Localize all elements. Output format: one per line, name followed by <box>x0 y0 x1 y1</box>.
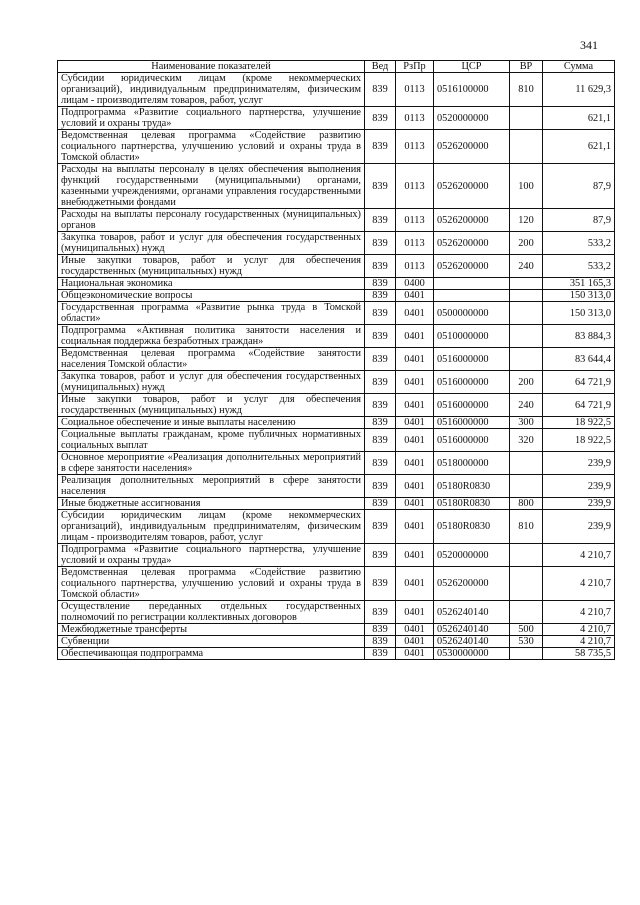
cell-vr <box>510 278 543 290</box>
cell-rzpr: 0113 <box>396 164 434 209</box>
table-row <box>58 209 615 232</box>
cell-sum: 4 210,7 <box>543 601 615 624</box>
cell-vr <box>510 302 543 325</box>
cell-csr: 0526200000 <box>434 255 510 278</box>
cell-ved: 839 <box>365 601 396 624</box>
cell-ved: 839 <box>365 325 396 348</box>
cell-name: Закупка товаров, работ и услуг для обеспечения государственных (муниципальных) нужд <box>58 371 365 394</box>
cell-ved: 839 <box>365 371 396 394</box>
cell-name: Реализация дополнительных мероприятий в сфере занятости населения <box>58 475 365 498</box>
cell-csr: 0500000000 <box>434 302 510 325</box>
cell-ved: 839 <box>365 232 396 255</box>
cell-sum: 58 735,5 <box>543 648 615 660</box>
cell-csr <box>434 278 510 290</box>
cell-csr: 0526200000 <box>434 232 510 255</box>
cell-vr: 200 <box>510 232 543 255</box>
cell-sum: 621,1 <box>543 107 615 130</box>
cell-name: Социальные выплаты гражданам, кроме публичных нормативных социальных выплат <box>58 429 365 452</box>
cell-csr: 0516100000 <box>434 73 510 107</box>
cell-rzpr: 0401 <box>396 510 434 544</box>
cell-rzpr: 0400 <box>396 278 434 290</box>
cell-csr: 0520000000 <box>434 107 510 130</box>
cell-ved: 839 <box>365 510 396 544</box>
cell-ved: 839 <box>365 624 396 636</box>
table-row <box>58 290 615 302</box>
cell-csr: 0510000000 <box>434 325 510 348</box>
cell-vr: 530 <box>510 636 543 648</box>
cell-name: Общеэкономические вопросы <box>58 290 365 302</box>
cell-ved: 839 <box>365 107 396 130</box>
cell-rzpr: 0113 <box>396 107 434 130</box>
cell-rzpr: 0401 <box>396 601 434 624</box>
cell-sum: 239,9 <box>543 510 615 544</box>
cell-sum: 11 629,3 <box>543 73 615 107</box>
cell-name: Подпрограмма «Развитие социального партнерства, улучшение условий и охраны труда» <box>58 107 365 130</box>
cell-sum: 4 210,7 <box>543 544 615 567</box>
table-row <box>58 278 615 290</box>
header-ved: Вед <box>365 61 396 73</box>
cell-name: Основное мероприятие «Реализация дополнительных мероприятий в сфере занятости населения» <box>58 452 365 475</box>
table-row <box>58 348 615 371</box>
cell-sum: 4 210,7 <box>543 636 615 648</box>
header-name: Наименование показателей <box>58 61 365 73</box>
cell-rzpr: 0401 <box>396 394 434 417</box>
cell-csr: 0518000000 <box>434 452 510 475</box>
table-row <box>58 544 615 567</box>
cell-vr: 500 <box>510 624 543 636</box>
cell-rzpr: 0401 <box>396 417 434 429</box>
cell-vr <box>510 107 543 130</box>
cell-name: Иные бюджетные ассигнования <box>58 498 365 510</box>
cell-vr <box>510 544 543 567</box>
cell-sum: 621,1 <box>543 130 615 164</box>
cell-vr <box>510 648 543 660</box>
cell-vr <box>510 452 543 475</box>
table-row <box>58 325 615 348</box>
cell-sum: 239,9 <box>543 498 615 510</box>
cell-name: Закупка товаров, работ и услуг для обеспечения государственных (муниципальных) нужд <box>58 232 365 255</box>
cell-csr: 0516000000 <box>434 429 510 452</box>
cell-name: Подпрограмма «Развитие социального партнерства, улучшение условий и охраны труда» <box>58 544 365 567</box>
cell-vr: 100 <box>510 164 543 209</box>
cell-csr: 0516000000 <box>434 394 510 417</box>
cell-rzpr: 0113 <box>396 209 434 232</box>
cell-sum: 4 210,7 <box>543 624 615 636</box>
cell-name: Национальная экономика <box>58 278 365 290</box>
cell-ved: 839 <box>365 429 396 452</box>
cell-csr: 0526200000 <box>434 567 510 601</box>
table-row <box>58 636 615 648</box>
table-row <box>58 498 615 510</box>
cell-name: Ведомственная целевая программа «Содействие развитию социального партнерства, улучшению условий и охраны труда в Томской области» <box>58 567 365 601</box>
cell-ved: 839 <box>365 394 396 417</box>
header-csr: ЦСР <box>434 61 510 73</box>
cell-name: Расходы на выплаты персоналу государственных (муниципальных) органов <box>58 209 365 232</box>
cell-rzpr: 0401 <box>396 290 434 302</box>
cell-ved: 839 <box>365 73 396 107</box>
cell-name: Ведомственная целевая программа «Содействие развитию социального партнерства, улучшению условий и охраны труда в Томской области» <box>58 130 365 164</box>
table-row <box>58 371 615 394</box>
cell-sum: 83 644,4 <box>543 348 615 371</box>
cell-sum: 351 165,3 <box>543 278 615 290</box>
cell-csr: 0526240140 <box>434 636 510 648</box>
cell-name: Субсидии юридическим лицам (кроме некоммерческих организаций), индивидуальным предпринимателям, физическим лицам - производителям товаров, работ, услуг <box>58 510 365 544</box>
cell-vr: 300 <box>510 417 543 429</box>
table-row <box>58 510 615 544</box>
cell-csr: 0526200000 <box>434 209 510 232</box>
cell-ved: 839 <box>365 302 396 325</box>
cell-ved: 839 <box>365 278 396 290</box>
cell-ved: 839 <box>365 498 396 510</box>
cell-rzpr: 0113 <box>396 255 434 278</box>
cell-sum: 87,9 <box>543 164 615 209</box>
cell-vr: 200 <box>510 371 543 394</box>
table-row <box>58 130 615 164</box>
cell-ved: 839 <box>365 348 396 371</box>
cell-name: Ведомственная целевая программа «Содействие занятости населения Томской области» <box>58 348 365 371</box>
cell-ved: 839 <box>365 636 396 648</box>
cell-ved: 839 <box>365 255 396 278</box>
cell-csr: 0520000000 <box>434 544 510 567</box>
header-rzpr: РзПр <box>396 61 434 73</box>
cell-sum: 64 721,9 <box>543 394 615 417</box>
cell-csr: 0526200000 <box>434 130 510 164</box>
cell-sum: 18 922,5 <box>543 417 615 429</box>
cell-vr <box>510 601 543 624</box>
cell-name: Субсидии юридическим лицам (кроме некоммерческих организаций), индивидуальным предпринимателям, физическим лицам - производителям товаров, работ, услуг <box>58 73 365 107</box>
cell-vr: 120 <box>510 209 543 232</box>
cell-sum: 83 884,3 <box>543 325 615 348</box>
cell-rzpr: 0113 <box>396 232 434 255</box>
table-row <box>58 452 615 475</box>
cell-sum: 239,9 <box>543 452 615 475</box>
cell-sum: 18 922,5 <box>543 429 615 452</box>
cell-vr <box>510 567 543 601</box>
cell-ved: 839 <box>365 648 396 660</box>
cell-rzpr: 0401 <box>396 648 434 660</box>
cell-rzpr: 0401 <box>396 498 434 510</box>
cell-rzpr: 0113 <box>396 73 434 107</box>
header-vr: ВР <box>510 61 543 73</box>
cell-sum: 150 313,0 <box>543 302 615 325</box>
cell-rzpr: 0401 <box>396 348 434 371</box>
cell-csr <box>434 290 510 302</box>
cell-rzpr: 0113 <box>396 130 434 164</box>
cell-ved: 839 <box>365 544 396 567</box>
cell-csr: 0526240140 <box>434 601 510 624</box>
cell-sum: 533,2 <box>543 255 615 278</box>
cell-ved: 839 <box>365 452 396 475</box>
cell-vr <box>510 475 543 498</box>
table-row <box>58 232 615 255</box>
cell-csr: 0526200000 <box>434 164 510 209</box>
cell-sum: 87,9 <box>543 209 615 232</box>
cell-csr: 05180R0830 <box>434 510 510 544</box>
cell-csr: 0516000000 <box>434 417 510 429</box>
cell-ved: 839 <box>365 475 396 498</box>
cell-vr: 240 <box>510 255 543 278</box>
cell-csr: 0530000000 <box>434 648 510 660</box>
cell-ved: 839 <box>365 164 396 209</box>
cell-name: Расходы на выплаты персоналу в целях обеспечения выполнения функций государственными (муниципальными) органами, казенными учреждениями, органами управления государственными внебюджетными фондами <box>58 164 365 209</box>
cell-csr: 0516000000 <box>434 371 510 394</box>
cell-name: Обеспечивающая подпрограмма <box>58 648 365 660</box>
table-row <box>58 394 615 417</box>
cell-rzpr: 0401 <box>396 452 434 475</box>
cell-vr <box>510 348 543 371</box>
cell-vr: 320 <box>510 429 543 452</box>
cell-rzpr: 0401 <box>396 302 434 325</box>
cell-rzpr: 0401 <box>396 636 434 648</box>
cell-sum: 64 721,9 <box>543 371 615 394</box>
cell-csr: 05180R0830 <box>434 475 510 498</box>
budget-table <box>57 60 615 660</box>
cell-rzpr: 0401 <box>396 325 434 348</box>
header-sum: Сумма <box>543 61 615 73</box>
table-row <box>58 567 615 601</box>
table-header-row <box>58 61 615 73</box>
cell-rzpr: 0401 <box>396 544 434 567</box>
cell-name: Государственная программа «Развитие рынка труда в Томской области» <box>58 302 365 325</box>
cell-ved: 839 <box>365 567 396 601</box>
cell-vr: 810 <box>510 73 543 107</box>
cell-rzpr: 0401 <box>396 429 434 452</box>
table-row <box>58 417 615 429</box>
cell-name: Субвенции <box>58 636 365 648</box>
table-row <box>58 107 615 130</box>
cell-sum: 239,9 <box>543 475 615 498</box>
cell-name: Иные закупки товаров, работ и услуг для обеспечения государственных (муниципальных) нужд <box>58 394 365 417</box>
cell-name: Социальное обеспечение и иные выплаты населению <box>58 417 365 429</box>
cell-rzpr: 0401 <box>396 371 434 394</box>
cell-sum: 533,2 <box>543 232 615 255</box>
cell-csr: 05180R0830 <box>434 498 510 510</box>
cell-vr <box>510 130 543 164</box>
cell-csr: 0526240140 <box>434 624 510 636</box>
cell-ved: 839 <box>365 417 396 429</box>
cell-sum: 4 210,7 <box>543 567 615 601</box>
cell-vr: 240 <box>510 394 543 417</box>
cell-name: Подпрограмма «Активная политика занятости населения и социальная поддержка безработных граждан» <box>58 325 365 348</box>
table-body <box>58 73 615 660</box>
table-row <box>58 429 615 452</box>
cell-ved: 839 <box>365 290 396 302</box>
table-row <box>58 624 615 636</box>
cell-sum: 150 313,0 <box>543 290 615 302</box>
cell-name: Иные закупки товаров, работ и услуг для обеспечения государственных (муниципальных) нужд <box>58 255 365 278</box>
table-row <box>58 601 615 624</box>
cell-rzpr: 0401 <box>396 475 434 498</box>
table-row <box>58 255 615 278</box>
cell-csr: 0516000000 <box>434 348 510 371</box>
cell-vr: 810 <box>510 510 543 544</box>
cell-vr <box>510 325 543 348</box>
cell-ved: 839 <box>365 209 396 232</box>
cell-rzpr: 0401 <box>396 567 434 601</box>
cell-name: Осуществление переданных отдельных государственных полномочий по регистрации коллективных договоров <box>58 601 365 624</box>
table-row <box>58 73 615 107</box>
table-row <box>58 475 615 498</box>
cell-vr: 800 <box>510 498 543 510</box>
page-number: 341 <box>580 38 598 52</box>
table-row <box>58 648 615 660</box>
cell-rzpr: 0401 <box>396 624 434 636</box>
table-row <box>58 302 615 325</box>
cell-ved: 839 <box>365 130 396 164</box>
cell-vr <box>510 290 543 302</box>
cell-name: Межбюджетные трансферты <box>58 624 365 636</box>
table-row <box>58 164 615 209</box>
